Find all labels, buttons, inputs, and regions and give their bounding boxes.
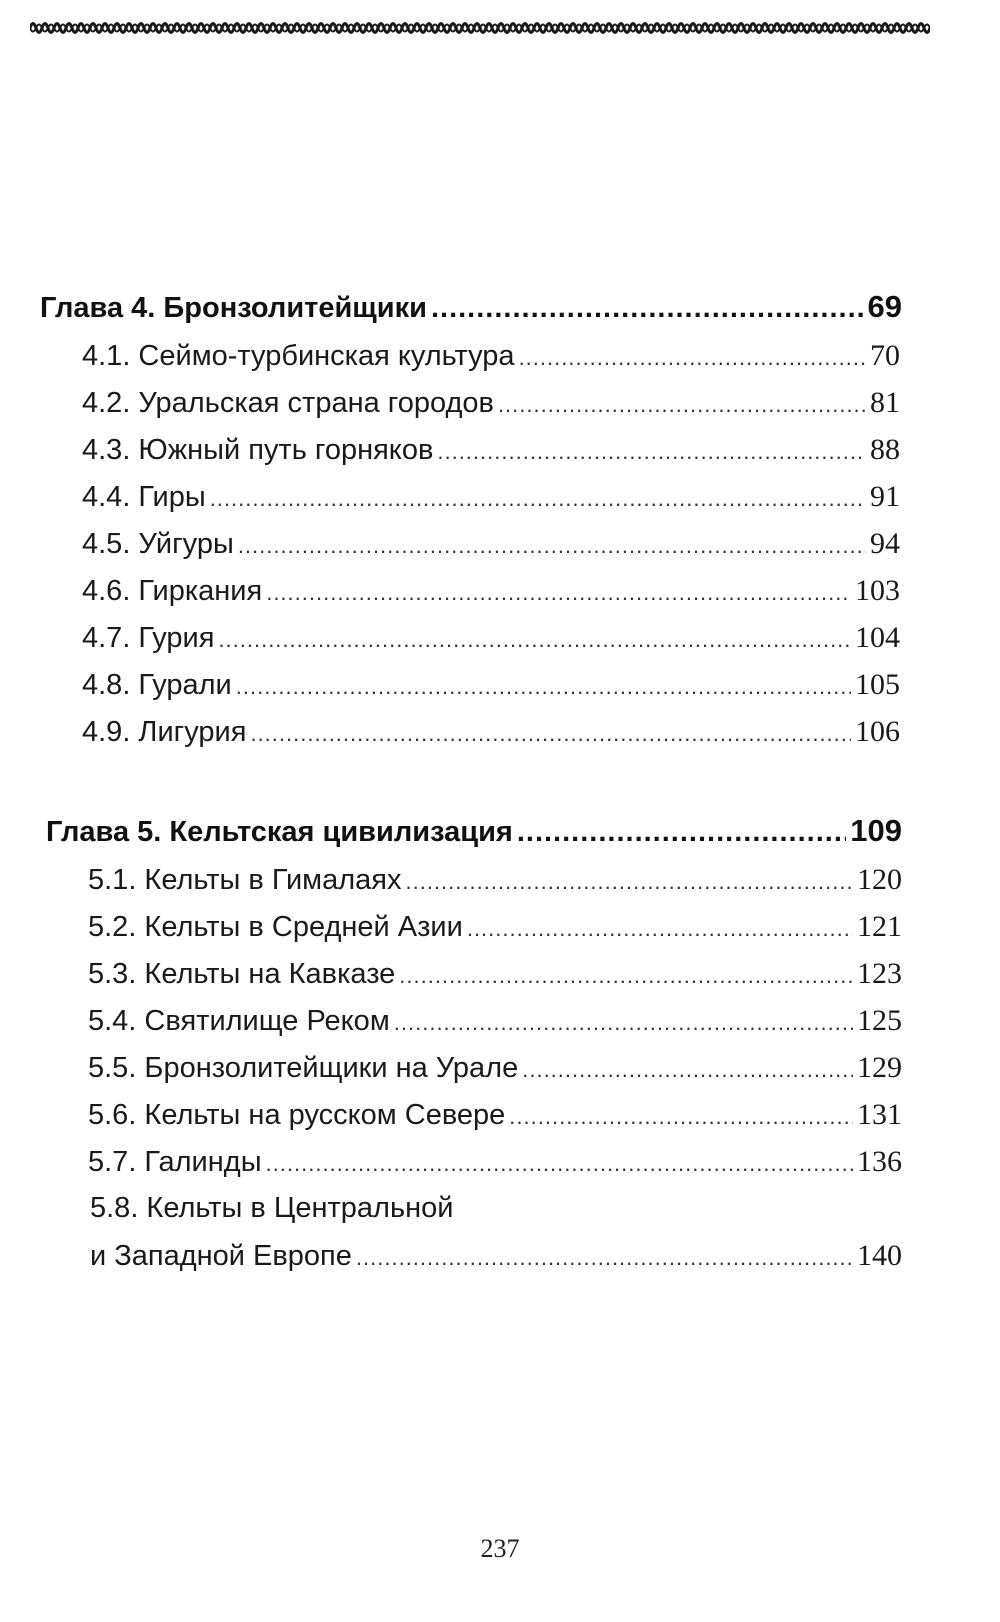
section-page: 136 bbox=[857, 1145, 902, 1178]
chapter-5-entry[interactable] bbox=[46, 806, 902, 856]
section-label: 4.6. Гиркания bbox=[82, 575, 263, 607]
dot-leader bbox=[437, 428, 866, 475]
dot-leader bbox=[406, 858, 854, 905]
section-page: 91 bbox=[870, 480, 900, 513]
chapter-5-page: 109 bbox=[850, 813, 902, 848]
dot-leader bbox=[467, 905, 853, 952]
section-4-3-entry[interactable] bbox=[82, 426, 900, 473]
dot-leader bbox=[356, 1234, 853, 1281]
section-page: 94 bbox=[870, 527, 900, 560]
section-4-7-entry[interactable] bbox=[82, 614, 900, 661]
dot-leader bbox=[236, 663, 851, 710]
chapter-4-block bbox=[0, 282, 1000, 755]
section-page: 81 bbox=[870, 386, 900, 419]
section-label-continuation: и Западной Европе bbox=[90, 1240, 352, 1272]
dot-leader bbox=[250, 710, 851, 757]
section-label: 5.7. Галинды bbox=[88, 1146, 262, 1178]
dot-leader bbox=[266, 569, 851, 616]
chapter-5-block bbox=[0, 806, 1000, 1279]
section-page: 140 bbox=[857, 1239, 902, 1272]
dot-leader bbox=[399, 952, 853, 999]
section-4-1-entry[interactable] bbox=[82, 332, 900, 379]
section-page: 131 bbox=[857, 1098, 902, 1131]
dot-leader bbox=[517, 807, 846, 857]
section-label: 4.1. Сеймо-турбинская культура bbox=[82, 340, 515, 372]
section-label: 4.2. Уральская страна городов bbox=[82, 387, 494, 419]
section-4-9-entry[interactable] bbox=[82, 708, 900, 755]
section-label: 5.4. Святилище Реком bbox=[88, 1005, 390, 1037]
section-label: 5.2. Кельты в Средней Азии bbox=[88, 911, 463, 943]
section-page: 121 bbox=[857, 910, 902, 943]
chapter-5-title: Глава 5. Кельтская цивилизация bbox=[46, 816, 513, 848]
section-4-2-entry[interactable] bbox=[82, 379, 900, 426]
section-label: 4.4. Гиры bbox=[82, 481, 206, 513]
section-label: 4.9. Лигурия bbox=[82, 716, 247, 748]
section-4-5-entry[interactable] bbox=[82, 520, 900, 567]
section-4-6-entry[interactable] bbox=[82, 567, 900, 614]
section-page: 123 bbox=[857, 957, 902, 990]
section-4-8-entry[interactable] bbox=[82, 661, 900, 708]
section-label: 5.1. Кельты в Гималаях bbox=[88, 864, 402, 896]
section-4-4-entry[interactable] bbox=[82, 473, 900, 520]
section-label: 5.3. Кельты на Кавказе bbox=[88, 958, 396, 990]
section-label: 4.5. Уйгуры bbox=[82, 528, 234, 560]
page-number: 237 bbox=[480, 1534, 520, 1563]
section-5-5-entry[interactable] bbox=[88, 1044, 902, 1091]
section-5-4-entry[interactable] bbox=[88, 997, 902, 1044]
section-5-8-entry-line1[interactable] bbox=[90, 1185, 1000, 1232]
section-page: 88 bbox=[870, 433, 900, 466]
section-page: 105 bbox=[855, 668, 900, 701]
section-label: 5.6. Кельты на русском Севере bbox=[88, 1099, 506, 1131]
section-page: 104 bbox=[855, 621, 900, 654]
dot-leader bbox=[210, 475, 866, 522]
section-label: 4.8. Гурали bbox=[82, 669, 232, 701]
chapter-4-page: 69 bbox=[867, 289, 902, 324]
dot-leader bbox=[522, 1046, 853, 1093]
dot-leader bbox=[498, 381, 866, 428]
section-5-2-entry[interactable] bbox=[88, 903, 902, 950]
dot-leader bbox=[394, 999, 853, 1046]
chapter-4-title: Глава 4. Бронзолитейщики bbox=[40, 292, 427, 324]
chapter-4-entry[interactable] bbox=[40, 282, 902, 332]
section-page: 125 bbox=[857, 1004, 902, 1037]
section-5-1-entry[interactable] bbox=[88, 856, 902, 903]
section-label: 4.3. Южный путь горняков bbox=[82, 434, 434, 466]
section-page: 106 bbox=[855, 715, 900, 748]
section-label: 5.8. Кельты в Центральной bbox=[90, 1192, 454, 1224]
section-5-3-entry[interactable] bbox=[88, 950, 902, 997]
dot-leader bbox=[519, 334, 866, 381]
section-5-6-entry[interactable] bbox=[88, 1091, 902, 1138]
section-label: 4.7. Гурия bbox=[82, 622, 215, 654]
dot-leader bbox=[218, 616, 851, 663]
dot-leader bbox=[431, 283, 864, 333]
dot-leader bbox=[238, 522, 866, 569]
section-page: 129 bbox=[857, 1051, 902, 1084]
section-label: 5.5. Бронзолитейщики на Урале bbox=[88, 1052, 519, 1084]
section-page: 120 bbox=[857, 863, 902, 896]
dot-leader bbox=[266, 1140, 853, 1187]
section-5-7-entry[interactable] bbox=[88, 1138, 902, 1185]
dot-leader bbox=[509, 1093, 853, 1140]
section-page: 103 bbox=[855, 574, 900, 607]
section-5-8-entry-line2[interactable] bbox=[90, 1232, 902, 1279]
section-page: 70 bbox=[870, 339, 900, 372]
